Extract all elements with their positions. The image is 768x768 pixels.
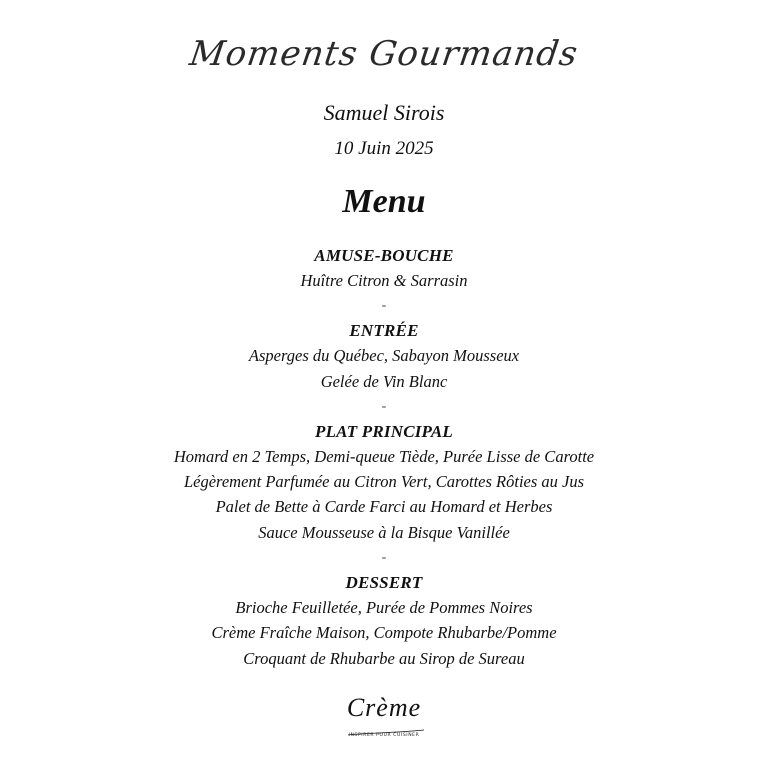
- course-heading: DESSERT: [345, 573, 423, 593]
- dish-line: Brioche Feuilletée, Purée de Pommes Noires: [235, 598, 533, 618]
- course-heading: AMUSE-BOUCHE: [314, 246, 454, 265]
- creme-logo: [334, 693, 434, 753]
- brand-title: Moments Gourmands: [187, 34, 581, 74]
- logo-tagline: INSPIRER POUR CUISINER: [348, 733, 420, 738]
- dish-line: Sauce Mousseuse à la Bisque Vanillée: [258, 522, 510, 542]
- guest-name: Samuel Sirois: [323, 100, 445, 125]
- course-separator: -: [381, 550, 387, 566]
- course-heading: PLAT PRINCIPAL: [314, 421, 454, 441]
- dish-line: Asperges du Québec, Sabayon Mousseux: [248, 346, 520, 366]
- course-separator: -: [381, 298, 387, 314]
- dish-line: Huître Citron & Sarrasin: [300, 271, 468, 290]
- logo-word: Crème: [346, 693, 422, 722]
- dish-line: Crème Fraîche Maison, Compote Rhubarbe/Pomme: [211, 623, 557, 643]
- dish-line: Croquant de Rhubarbe au Sirop de Sureau: [243, 648, 525, 668]
- course-heading: ENTRÉE: [349, 321, 419, 341]
- course-separator: -: [381, 398, 387, 414]
- dish-line: Homard en 2 Temps, Demi-queue Tiède, Purée Lisse de Carotte: [173, 446, 595, 466]
- event-date: 10 Juin 2025: [334, 138, 434, 159]
- dish-line: Gelée de Vin Blanc: [320, 371, 448, 391]
- dish-line: Palet de Bette à Carde Farci au Homard et Herbes: [215, 497, 553, 517]
- menu-title: Menu: [342, 183, 426, 220]
- course-list: [0, 243, 768, 671]
- dish-line: Légèrement Parfumée au Citron Vert, Carottes Rôties au Jus: [183, 472, 585, 492]
